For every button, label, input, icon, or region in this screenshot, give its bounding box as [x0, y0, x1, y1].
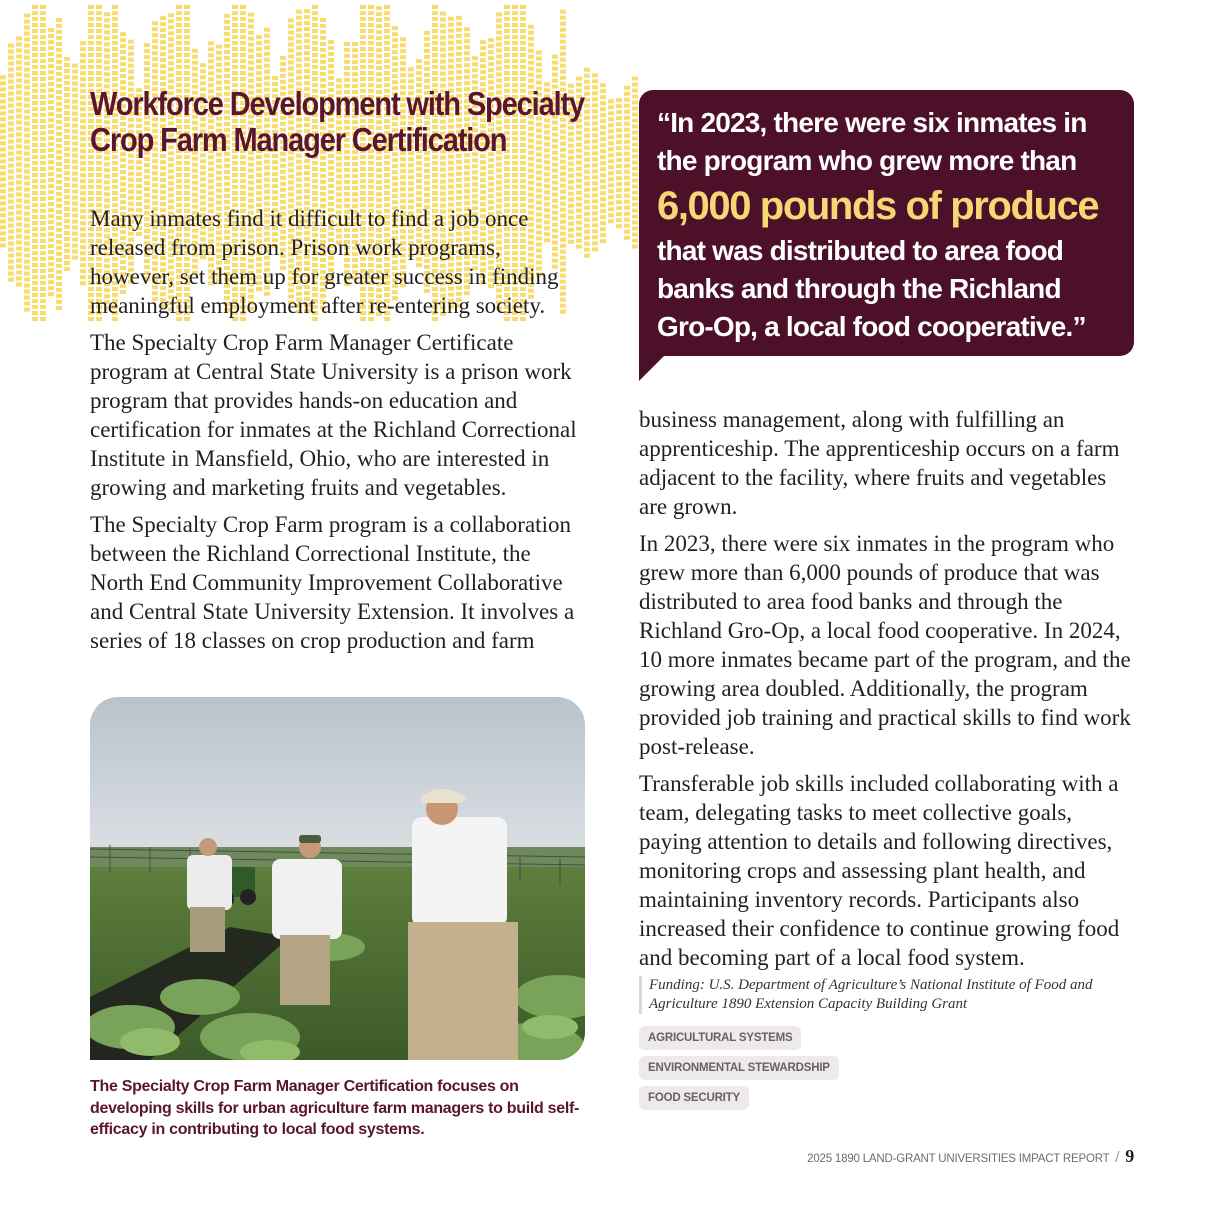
page-footer: [807, 1146, 1134, 1167]
pull-quote: [639, 90, 1134, 356]
left-column-text: [90, 204, 590, 663]
quote-highlight: 6,000 pounds of produce: [657, 184, 1099, 228]
tag-environmental-stewardship[interactable]: ENVIRONMENTAL STEWARDSHIP: [639, 1056, 839, 1080]
paragraph: business management, along with fulfilling an apprenticeship. The apprenticeship occurs on a farm adjacent to the facility, where fruits and vegetables are grown.: [639, 407, 1120, 519]
paragraph: Many inmates find it difficult to find a job once released from prison. Prison work programs, however, set them up for greater success in finding meaningful employment after re-entering society.: [90, 206, 559, 318]
quote-line: the program who grew more than: [657, 145, 1077, 176]
report-title: 2025 1890 LAND-GRANT UNIVERSITIES IMPACT REPORT: [807, 1153, 1110, 1165]
tag-food-security[interactable]: FOOD SECURITY: [639, 1086, 749, 1110]
paragraph: The Specialty Crop Farm program is a collaboration between the Richland Correctional Institute, the North End Community Improvement Collaborative and Central State University Extension. It involves a series of 18 classes on crop production and farm: [90, 512, 575, 653]
tag-list: [639, 1026, 839, 1116]
paragraph: The Specialty Crop Farm Manager Certificate program at Central State University is a prison work program that provides hands-on education and certification for inmates at the Richland Correctional Institute in Mansfield, Ohio, who are interested in growing and marketing fruits and vegetables.: [90, 330, 577, 500]
photo-caption: The Specialty Crop Farm Manager Certification focuses on developing skills for urban agriculture farm managers to build self-efficacy in contributing to local food systems.: [90, 1078, 580, 1138]
quote-line: Gro-Op, a local food cooperative.”: [657, 311, 1086, 342]
page-number: 9: [1125, 1146, 1134, 1166]
funding-note: Funding: U.S. Department of Agriculture’s National Institute of Food and Agriculture 1890 Extension Capacity Building Grant: [639, 976, 1119, 1014]
quote-tail: [639, 355, 665, 381]
paragraph: Transferable job skills included collaborating with a team, delegating tasks to meet collective goals, paying attention to details and following directives, monitoring crops and assessing plant health, and maintaining inventory records. Participants also increased their confidence to continue growing food and becoming part of a local food system.: [639, 771, 1120, 970]
tag-agricultural-systems[interactable]: AGRICULTURAL SYSTEMS: [639, 1026, 801, 1050]
article-header: [90, 86, 590, 158]
quote-line: banks and through the Richland: [657, 273, 1061, 304]
quote-line: “In 2023, there were six inmates in: [657, 107, 1087, 138]
right-column-text: [639, 405, 1139, 980]
footer-separator: /: [1115, 1149, 1120, 1166]
farm-workers-photo: [90, 697, 585, 1060]
paragraph: In 2023, there were six inmates in the program who grew more than 6,000 pounds of produce that was distributed to area food banks and through the Richland Gro-Op, a local food cooperative. In 2024, 10 more inmates became part of the program, and the growing area doubled. Additionally, the program provided job training and practical skills to find work post-release.: [639, 531, 1131, 759]
page-title: Workforce Development with Specialty Crop Farm Manager Certification: [90, 85, 585, 158]
quote-line: that was distributed to area food: [657, 235, 1064, 266]
